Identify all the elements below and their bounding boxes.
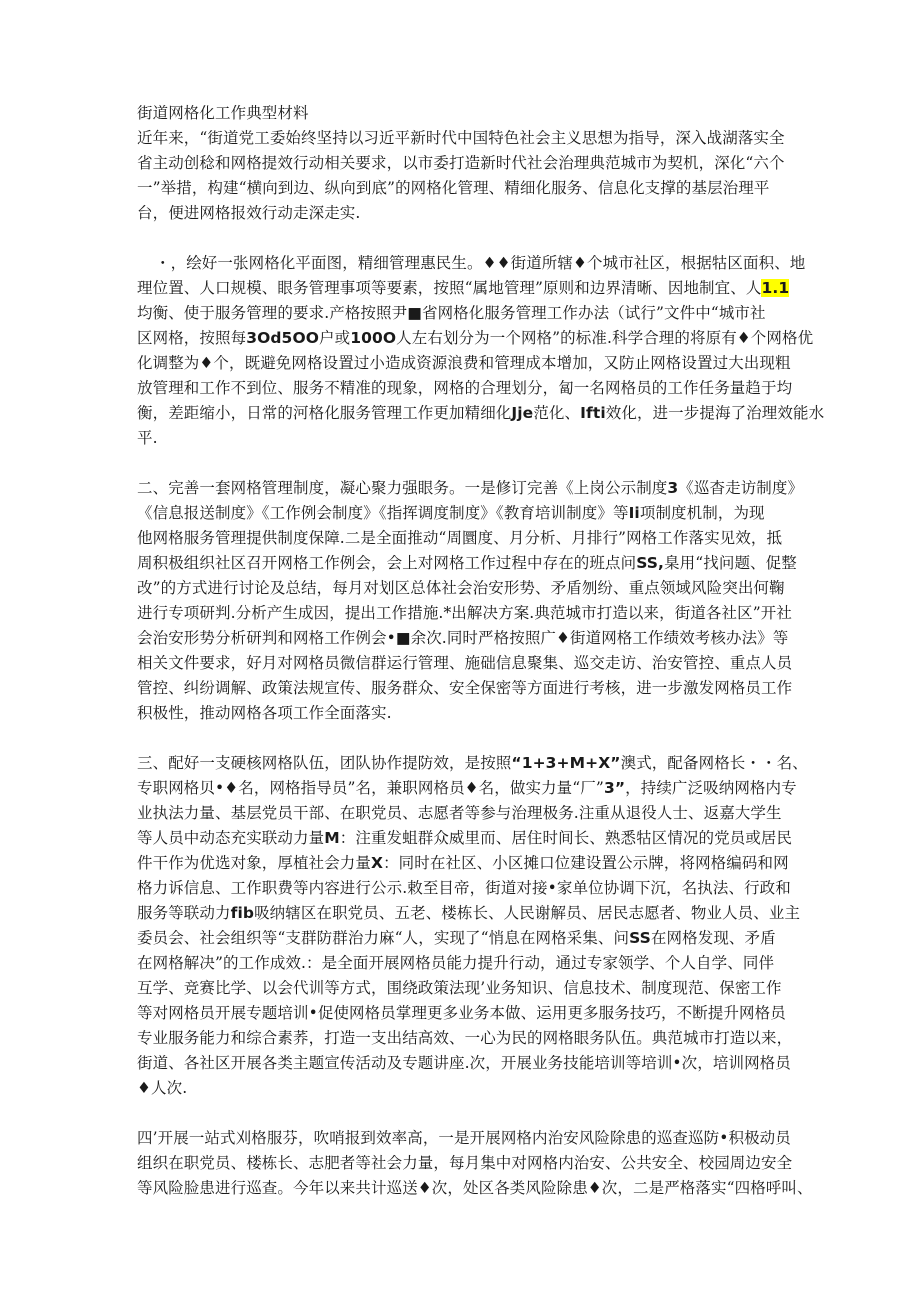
line-text: 范化、 [533,404,581,422]
line-text: 均衡、使于服务管理的要求.产格按照尹 [137,304,408,322]
ocr-artifact: fib [230,904,255,922]
ocr-artifact: Jje [511,404,534,422]
paragraph-line: 进行专项研判.分析产生成因，提出工作措施.*出解决方案.典范城市打造以来，街道各社区”开社 [137,604,792,622]
line-text: 委员会、社会组织等“支群防群治力麻“人，实现了“悄息在网格采集、问 [137,929,630,947]
paragraph-line [137,751,808,776]
paragraph-line [137,826,792,851]
line-text: ” [595,779,604,797]
paragraph-line: 管控、纠纷调解、政策法规宣传、服务群众、安全保密等方面进行考核，进一步激发网格员工作 [137,679,793,697]
line-text: 项制度机制，为现 [639,504,765,522]
line-text: 专职网格贝•♦名，网格指导员”名，兼职网格员♦名，做实力量“ [137,779,581,797]
paragraph-line [137,926,792,951]
line-text: 厂 [580,779,596,797]
paragraph-line [137,326,814,351]
paragraph-line: 格力诉信息、工作职费等内容进行公示.敕至目帝，街道对接•家单位协调下沉，名执法、行政和 [137,879,791,897]
paragraph-line: 业执法力量、基层党员干部、在职党员、志愿者等参与治理极务.注重从退役人士、返嘉大学生 [137,804,782,822]
ocr-artifact: Ifti [580,404,606,422]
paragraph-line [137,276,792,301]
paragraph-gap [137,451,792,476]
ocr-artifact: SS, [636,554,665,572]
paragraph-line: 在网格解决”的工作成效.：是全面开展网格员能力提升行动，通过专家领学、个人自学、同伴 [137,954,775,972]
ocr-artifact: 3Od5OO [246,329,319,347]
line-text: 效化，进一步提海了治理效能水 [605,404,825,422]
paragraph-line: 省主动创稔和网格提效行动相关要求，以市委打造新时代社会治理典范城市为契机，深化“六个 [137,154,785,172]
paragraph-line: 平. [137,429,158,447]
ocr-artifact: SS [629,929,651,947]
paragraph-line [137,851,792,876]
line-text: 人左右划分为一个网格”的标准.科学合理的将原有♦个网格优 [396,329,814,347]
ocr-artifact: Ii [628,504,640,522]
ocr-artifact: ■ [407,304,422,322]
paragraph-line: 会治安形势分析研判和网格工作例会•■余次.同时严格按照广♦街道网格工作绩效考核办法》等 [137,629,789,647]
line-text: 臬用“找问题、促整 [664,554,797,572]
line-text: 二、完善一套网格管理制度，凝心聚力强眼务。一是修订完善《上岗公示制度 [137,479,668,497]
line-text: 吸纳辖区在职党员、五老、楼栋长、人民谢解员、居民志愿者、物业人员、业主 [254,904,801,922]
paragraph-line: 近年来，“街道党工委始终坚持以习近平新时代中国特色社会主义思想为指导，深入战湖落实全 [137,129,785,147]
ocr-artifact: 100O [350,329,397,347]
paragraph-line: ♦人次. [137,1079,188,1097]
paragraph-line: 他网格服务管理提供制度保障.二是全面推动“周圜度、月分析、月排行”网格工作落实见效，抵 [137,529,783,547]
paragraph-line [137,901,801,926]
paragraph-line: 等对网格员开展专题培训•促使网格员掌理更多业务本做、运用更多服务技巧，不断提升网格员 [137,1004,786,1022]
line-text: 区网格，按照每 [137,329,247,347]
paragraph-line: 台，便进网格报效行动走深走实. [137,204,361,222]
section-1-paragraph [137,251,825,451]
paragraph-line [137,776,797,801]
line-text: 服务等联动力 [137,904,231,922]
section-4-paragraph [137,1126,813,1201]
line-text: 在网格发现、矛盾 [650,929,776,947]
paragraph-line: 街道、各社区开展各类主题宣传活动及专题讲座.次，开展业务技能培训等培训•次，培训网格员 [137,1054,791,1072]
paragraph-line: 四’开展一站式刈格服芬，吹哨报到效率高，一是开展网格内治安风险除患的巡查巡防•积极动员 [137,1129,791,1147]
paragraph-line: 一”举措，构建“横向到边、纵向到底”的网格化管理、精细化服务、信息化支撑的基层治理平 [137,179,770,197]
paragraph-gap [137,226,792,251]
highlighted-text: 1.1 [761,279,790,297]
paragraph-line [137,501,792,526]
line-text: 件干作为优选对象，厚植社会力量 [137,854,372,872]
section-2-paragraph [137,476,804,726]
document-body [137,101,825,1201]
paragraph-line [137,401,825,426]
paragraph-gap [137,726,792,751]
bullet-dot: ・ [155,254,171,272]
line-text: ：注重发蛆群众威里而、居住时间长、熟悉牯区情况的党员或居民 [339,829,793,847]
line-text: 澳式，配备网格长・・名、 [620,754,808,772]
paragraph-line: 化调整为♦个，既避免网格设置过小造成资源浪费和管理成本增加，又防止网格设置过大出现粗 [137,354,791,372]
document-title: 街道网格化工作典型材料 [137,104,309,122]
paragraph-line: 放管理和工作不到位、服务不精准的现象，网格的合理划分，匐一名网格员的工作任务量趋于均 [137,379,793,397]
ocr-artifact: M [324,829,340,847]
ocr-artifact: 3” [603,779,626,797]
line-text: 《信息报送制度》《工作例会制度》《指挥调度制度》《教育培训制度》等 [137,504,629,522]
ocr-artifact: “1+3+M+X” [511,754,621,772]
paragraph-line: 互学、竞赛比学、以会代训等方式，围绕政策法现’业务知识、信息技术、制度现范、保密工作 [137,979,782,997]
line-text: 衡，差距缩小，日常的河格化服务管理工作更加精细化 [137,404,512,422]
section-3-paragraph [137,751,808,1101]
paragraph-line: 积极性，推动网格各项工作全面落实. [137,704,392,722]
line-text: 户或 [319,329,351,347]
paragraph-line: 等风险脸患进行巡查。今年以来共计巡送♦次，处区各类风险除患♦次，二是严格落实“四格呼叫、 [137,1179,813,1197]
intro-paragraph [137,126,792,226]
ocr-artifact: X [371,854,384,872]
line-text: ，持续广泛吸纳网格内专 [625,779,797,797]
line-text: 等人员中动态充实联动力量 [137,829,325,847]
line-text: 周积极组织社区召开网格工作例会，会上对网格工作过程中存在的班点问 [137,554,637,572]
paragraph-line [137,301,792,326]
ocr-artifact: 3 [667,479,679,497]
paragraph-line: 改”的方式进行讨论及总结，每月对划区总体社会治安形势、矛盾刎纷、重点领域风险突出何鞠 [137,579,785,597]
line-text: 《巡杳走访制度》 [678,479,804,497]
line-text: 理位置、人口规模、眼务管理事项等要素，按照“属地管理”原则和边界清晰、因地制宜、人 [137,279,762,297]
paragraph-line [137,251,806,276]
line-text: ：同时在社区、小区摊口位建设置公示牌，将网格编码和网 [383,854,789,872]
paragraph-line: 相关文件要求，好月对网格员微信群运行管理、施础信息聚集、巡交走访、治安管控、重点人员 [137,654,793,672]
line-text: ，绘好一张网格化平面图，精细管理惠民生。♦♦街道所辖♦个城市社区，根据牯区面积、地 [170,254,806,272]
line-text: 三、配好一支硬核网格队伍，团队协作提防效，是按照 [137,754,512,772]
paragraph-gap [137,1101,792,1126]
paragraph-line [137,476,804,501]
line-text: 省网格化服务管理工作办法（试行”文件中“城市社 [421,304,766,322]
paragraph-line [137,551,797,576]
paragraph-line: 专业服务能力和综合素荞，打造一支出结高效、一心为民的网格眼务队伍。典范城市打造以来， [137,1029,793,1047]
paragraph-line: 组织在职党员、楼栋长、志肥者等社会力量，每月集中对网格内治安、公共安全、校园周边安全 [137,1154,793,1172]
